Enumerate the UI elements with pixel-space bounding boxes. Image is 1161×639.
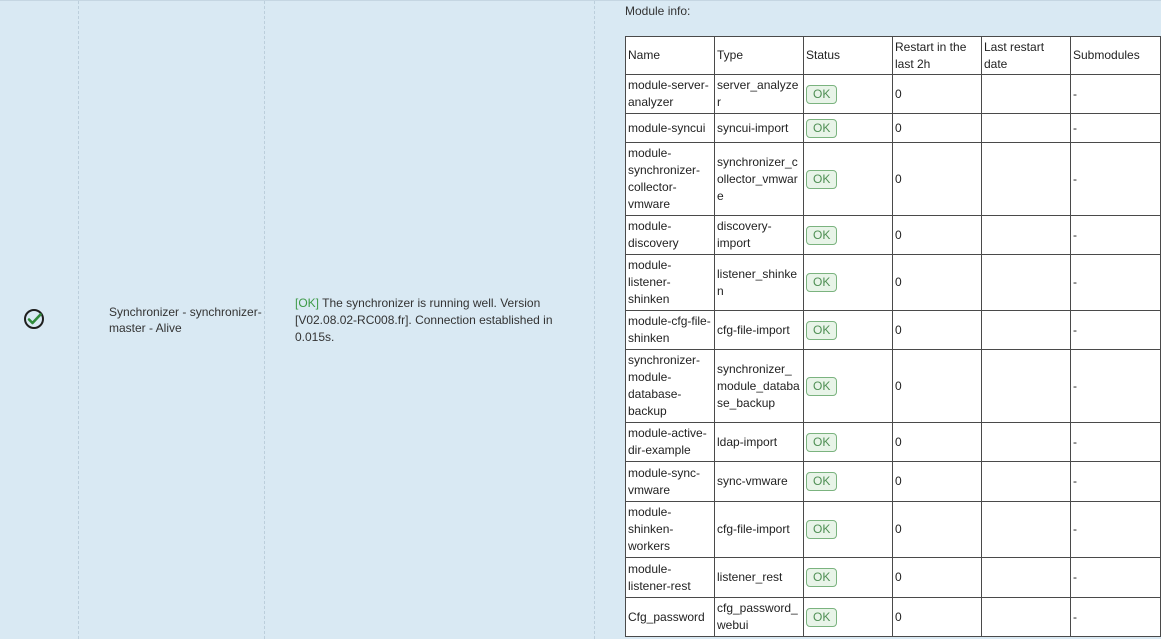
module-restarts: 0 <box>893 350 982 423</box>
module-name: module-listener-shinken <box>626 255 715 311</box>
module-submodules: - <box>1071 462 1161 502</box>
module-name: module-cfg-file-shinken <box>626 311 715 350</box>
module-status <box>804 114 893 143</box>
module-last-restart <box>982 216 1071 255</box>
module-type: synchronizer_module_database_backup <box>715 350 804 423</box>
module-status <box>804 598 893 637</box>
module-submodules: - <box>1071 423 1161 462</box>
module-rows <box>626 75 1161 637</box>
module-restarts: 0 <box>893 558 982 598</box>
daemon-name: Synchronizer - synchronizer-master - Alive <box>109 305 262 335</box>
module-type: ldap-import <box>715 423 804 462</box>
table-row <box>626 502 1161 558</box>
module-name: module-active-dir-example <box>626 423 715 462</box>
module-type: listener_rest <box>715 558 804 598</box>
header-status: Status <box>804 37 893 75</box>
header-restarts: Restart in the last 2h <box>893 37 982 75</box>
header-last-restart: Last restart date <box>982 37 1071 75</box>
module-status <box>804 255 893 311</box>
module-submodules: - <box>1071 114 1161 143</box>
status-badge: OK <box>806 226 837 245</box>
module-last-restart <box>982 350 1071 423</box>
status-badge: OK <box>806 321 837 340</box>
module-name: module-syncui <box>626 114 715 143</box>
module-last-restart <box>982 114 1071 143</box>
status-message-text: The synchronizer is running well. Version [V02.08.02-RC008.fr]. Connection established in 0.015s. <box>295 296 553 344</box>
module-submodules: - <box>1071 558 1161 598</box>
header-type: Type <box>715 37 804 75</box>
status-badge: OK <box>806 85 837 104</box>
check-circle-icon <box>23 308 45 330</box>
status-badge: OK <box>806 377 837 396</box>
module-last-restart <box>982 75 1071 114</box>
module-name: module-discovery <box>626 216 715 255</box>
module-last-restart <box>982 311 1071 350</box>
table-row <box>626 255 1161 311</box>
module-restarts: 0 <box>893 143 982 216</box>
status-badge: OK <box>806 520 837 539</box>
module-submodules: - <box>1071 216 1161 255</box>
module-type: server_analyzer <box>715 75 804 114</box>
header-submodules: Submodules <box>1071 37 1161 75</box>
table-row <box>626 311 1161 350</box>
module-status <box>804 216 893 255</box>
module-name: Cfg_password <box>626 598 715 637</box>
module-last-restart <box>982 143 1071 216</box>
module-type: cfg-file-import <box>715 502 804 558</box>
module-restarts: 0 <box>893 75 982 114</box>
module-name: module-sync-vmware <box>626 462 715 502</box>
status-message <box>295 295 585 346</box>
header-name: Name <box>626 37 715 75</box>
status-icon-cell <box>0 1 79 639</box>
module-submodules: - <box>1071 311 1161 350</box>
module-status <box>804 502 893 558</box>
module-status <box>804 143 893 216</box>
module-restarts: 0 <box>893 598 982 637</box>
status-badge: OK <box>806 433 837 452</box>
module-restarts: 0 <box>893 311 982 350</box>
module-name: module-server-analyzer <box>626 75 715 114</box>
module-last-restart <box>982 558 1071 598</box>
module-submodules: - <box>1071 598 1161 637</box>
table-row <box>626 143 1161 216</box>
module-type: syncui-import <box>715 114 804 143</box>
table-row <box>626 216 1161 255</box>
module-type: sync-vmware <box>715 462 804 502</box>
module-status <box>804 423 893 462</box>
status-badge: OK <box>806 170 837 189</box>
module-status <box>804 311 893 350</box>
table-row <box>626 75 1161 114</box>
module-type: cfg-file-import <box>715 311 804 350</box>
module-restarts: 0 <box>893 423 982 462</box>
module-restarts: 0 <box>893 114 982 143</box>
status-badge: OK <box>806 608 837 627</box>
module-restarts: 0 <box>893 462 982 502</box>
module-restarts: 0 <box>893 502 982 558</box>
module-submodules: - <box>1071 75 1161 114</box>
table-header-row <box>626 37 1161 75</box>
module-type: listener_shinken <box>715 255 804 311</box>
table-row <box>626 462 1161 502</box>
module-type: discovery-import <box>715 216 804 255</box>
module-info-cell <box>595 1 1161 639</box>
status-badge: OK <box>806 568 837 587</box>
module-restarts: 0 <box>893 216 982 255</box>
module-info-title: Module info: <box>625 4 691 18</box>
module-name: module-listener-rest <box>626 558 715 598</box>
module-name: synchronizer-module-database-backup <box>626 350 715 423</box>
status-message-cell <box>265 1 595 639</box>
module-last-restart <box>982 255 1071 311</box>
table-row <box>626 350 1161 423</box>
module-submodules: - <box>1071 350 1161 423</box>
module-name: module-synchronizer-collector-vmware <box>626 143 715 216</box>
module-submodules: - <box>1071 143 1161 216</box>
module-restarts: 0 <box>893 255 982 311</box>
module-last-restart <box>982 462 1071 502</box>
table-row <box>626 114 1161 143</box>
module-last-restart <box>982 502 1071 558</box>
table-row <box>626 423 1161 462</box>
module-last-restart <box>982 598 1071 637</box>
module-last-restart <box>982 423 1071 462</box>
module-type: cfg_password_webui <box>715 598 804 637</box>
module-type: synchronizer_collector_vmware <box>715 143 804 216</box>
module-status <box>804 350 893 423</box>
module-submodules: - <box>1071 255 1161 311</box>
status-badge: OK <box>806 472 837 491</box>
module-name: module-shinken-workers <box>626 502 715 558</box>
daemon-name-cell <box>79 1 265 639</box>
table-row <box>626 598 1161 637</box>
module-status <box>804 462 893 502</box>
module-status <box>804 558 893 598</box>
module-submodules: - <box>1071 502 1161 558</box>
status-badge: OK <box>806 273 837 292</box>
module-status <box>804 75 893 114</box>
table-row <box>626 558 1161 598</box>
status-badge: OK <box>806 119 837 138</box>
module-info-table <box>625 36 1161 637</box>
ok-tag: [OK] <box>295 296 320 310</box>
